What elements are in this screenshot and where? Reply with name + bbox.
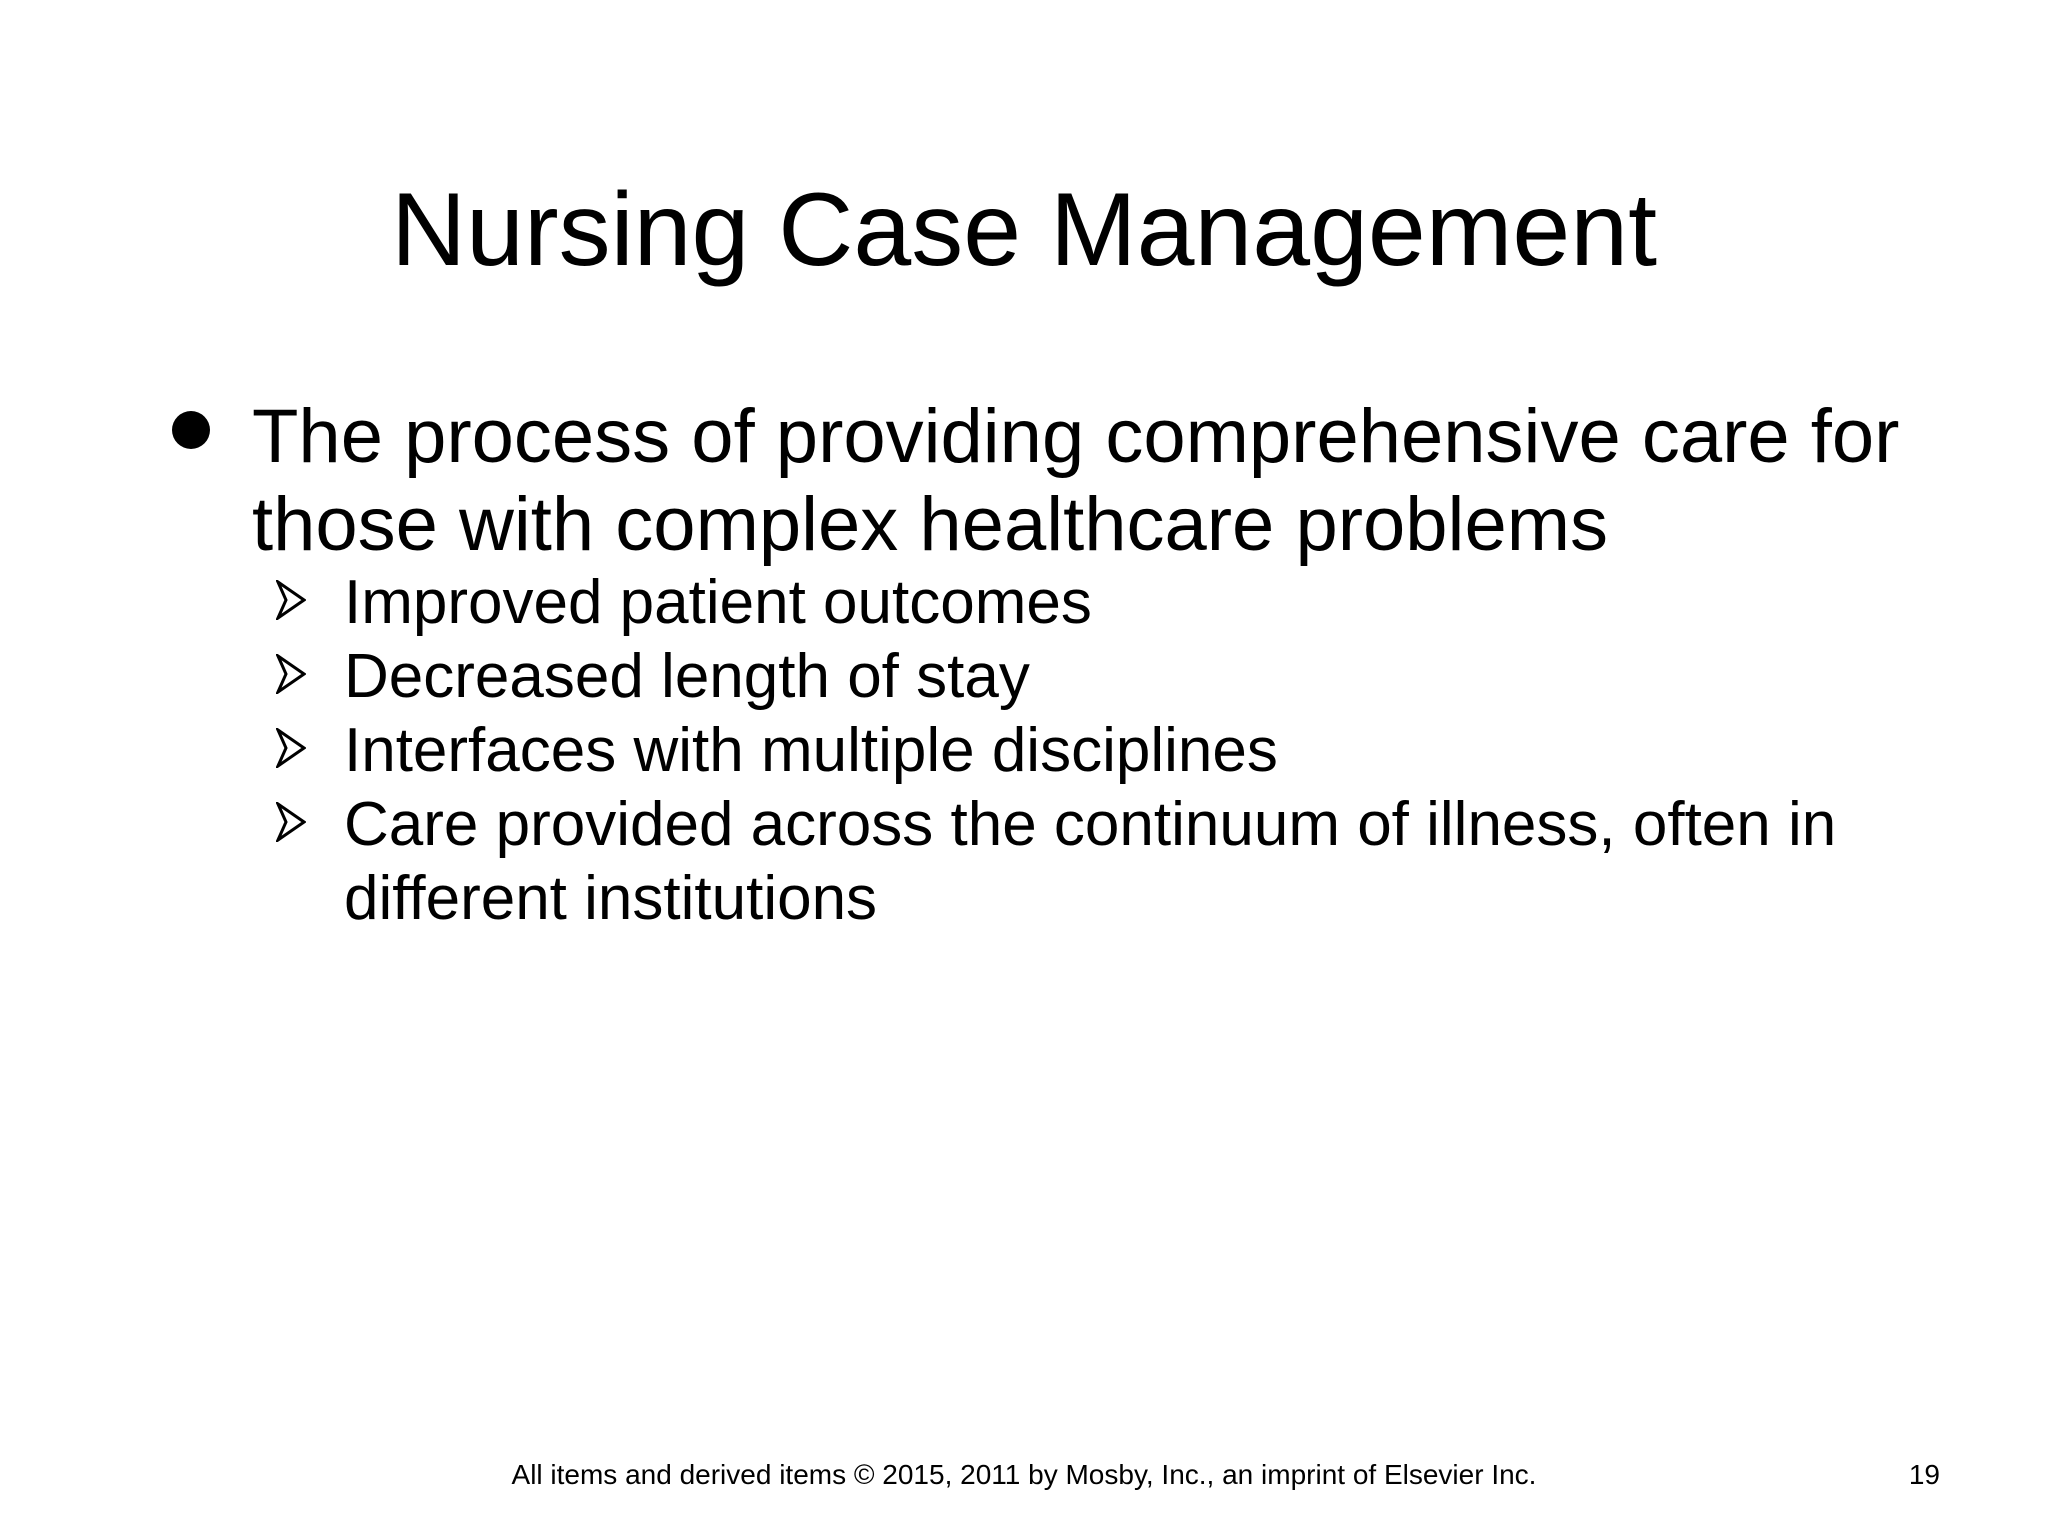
sub-bullet-text: Improved patient outcomes	[344, 568, 1092, 637]
sub-bullet-item	[344, 640, 1984, 714]
bullet-dot-icon	[172, 411, 210, 449]
arrowhead-bullet-icon	[276, 802, 306, 842]
sub-bullet-text: Interfaces with multiple disciplines	[344, 716, 1278, 785]
main-bullet	[252, 393, 1972, 569]
arrowhead-bullet-icon	[276, 728, 306, 768]
slide-title: Nursing Case Management	[391, 172, 1657, 288]
copyright-footer: All items and derived items © 2015, 2011 by Mosby, Inc., an imprint of Elsevier Inc.	[511, 1459, 1537, 1490]
sub-bullet-text: Decreased length of stay	[344, 642, 1030, 711]
main-bullet-text: The process of providing comprehensive care for those with complex healthcare problems	[252, 394, 1900, 567]
sub-bullet-text: Care provided across the continuum of illness, often in different institutions	[344, 790, 1837, 933]
arrowhead-bullet-icon	[276, 654, 306, 694]
sub-bullet-item	[344, 566, 1984, 640]
sub-bullet-list	[344, 566, 1984, 936]
sub-bullet-item	[344, 788, 1984, 936]
sub-bullet-item	[344, 714, 1984, 788]
arrowhead-bullet-icon	[276, 580, 306, 620]
page-number: 19	[1908, 1459, 1940, 1490]
